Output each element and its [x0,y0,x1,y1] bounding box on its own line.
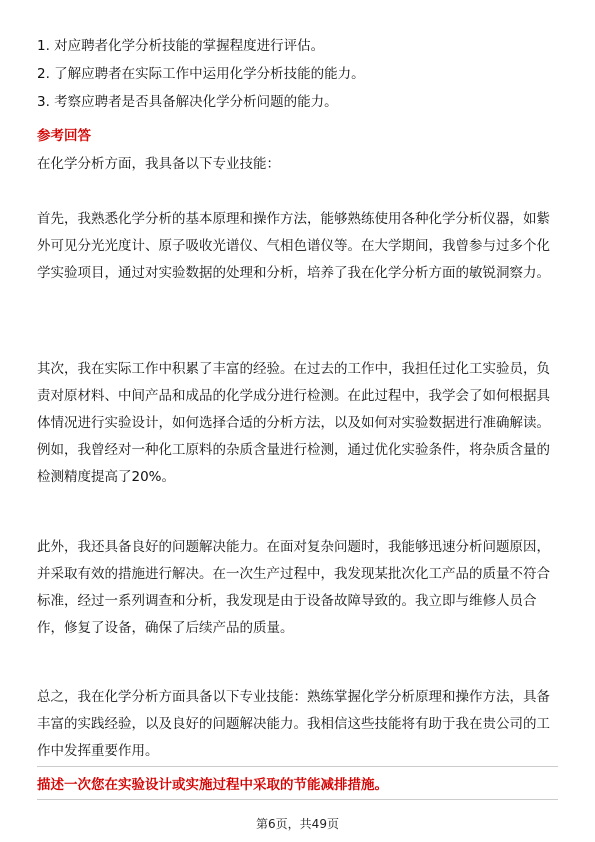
answer-paragraph-3: 此外，我还具备良好的问题解决能力。在面对复杂问题时，我能够迅速分析问题原因，并采取有效的措施进行解决。在一次生产过程中，我发现某批次化工产品的质量不符合标准，经过一系列调查和分析，我发现是由于设备故障导致的。我立即与维修人员合作，修复了设备，确保了后续产品的质量。 [37,539,550,636]
goal-item-2: 2. 了解应聘者在实际工作中运用化学分析技能的能力。 [37,66,365,82]
answer-paragraph-4: 总之，我在化学分析方面具备以下专业技能：熟练掌握化学分析原理和操作方法，具备丰富的实践经验，以及良好的问题解决能力。我相信这些技能将有助于我在贵公司的工作中发挥重要作用。 [37,689,550,759]
divider-bottom [37,799,558,800]
answer-paragraph-2: 其次，我在实际工作中积累了丰富的经验。在过去的工作中，我担任过化工实验员，负责对原材料、中间产品和成品的化学成分进行检测。在此过程中，我学会了如何根据具体情况进行实验设计，如何选择合适的分析方法，以及如何对实验数据进行准确解读。例如，我曾经对一种化工原料的杂质含量进行检测，通过优化实验条件，将杂质含量的检测精度提高了20%。 [37,361,550,485]
page-number: 第6页，共49页 [256,817,339,831]
answer-paragraph-1: 首先，我熟悉化学分析的基本原理和操作方法，能够熟练使用各种化学分析仪器，如紫外可见分光光度计、原子吸收光谱仪、气相色谱仪等。在大学期间，我曾参与过多个化学实验项目，通过对实验数据的处理和分析，培养了我在化学分析方面的敏锐洞察力。 [37,211,550,281]
goal-item-1: 1. 对应聘者化学分析技能的掌握程度进行评估。 [37,38,325,54]
answer-intro: 在化学分析方面，我具备以下专业技能： [37,156,280,172]
divider-top [37,766,558,767]
goal-item-3: 3. 考察应聘者是否具备解决化学分析问题的能力。 [37,94,338,110]
answer-heading: 参考回答 [37,128,91,144]
next-question: 描述一次您在实验设计或实施过程中采取的节能减排措施。 [37,777,388,793]
